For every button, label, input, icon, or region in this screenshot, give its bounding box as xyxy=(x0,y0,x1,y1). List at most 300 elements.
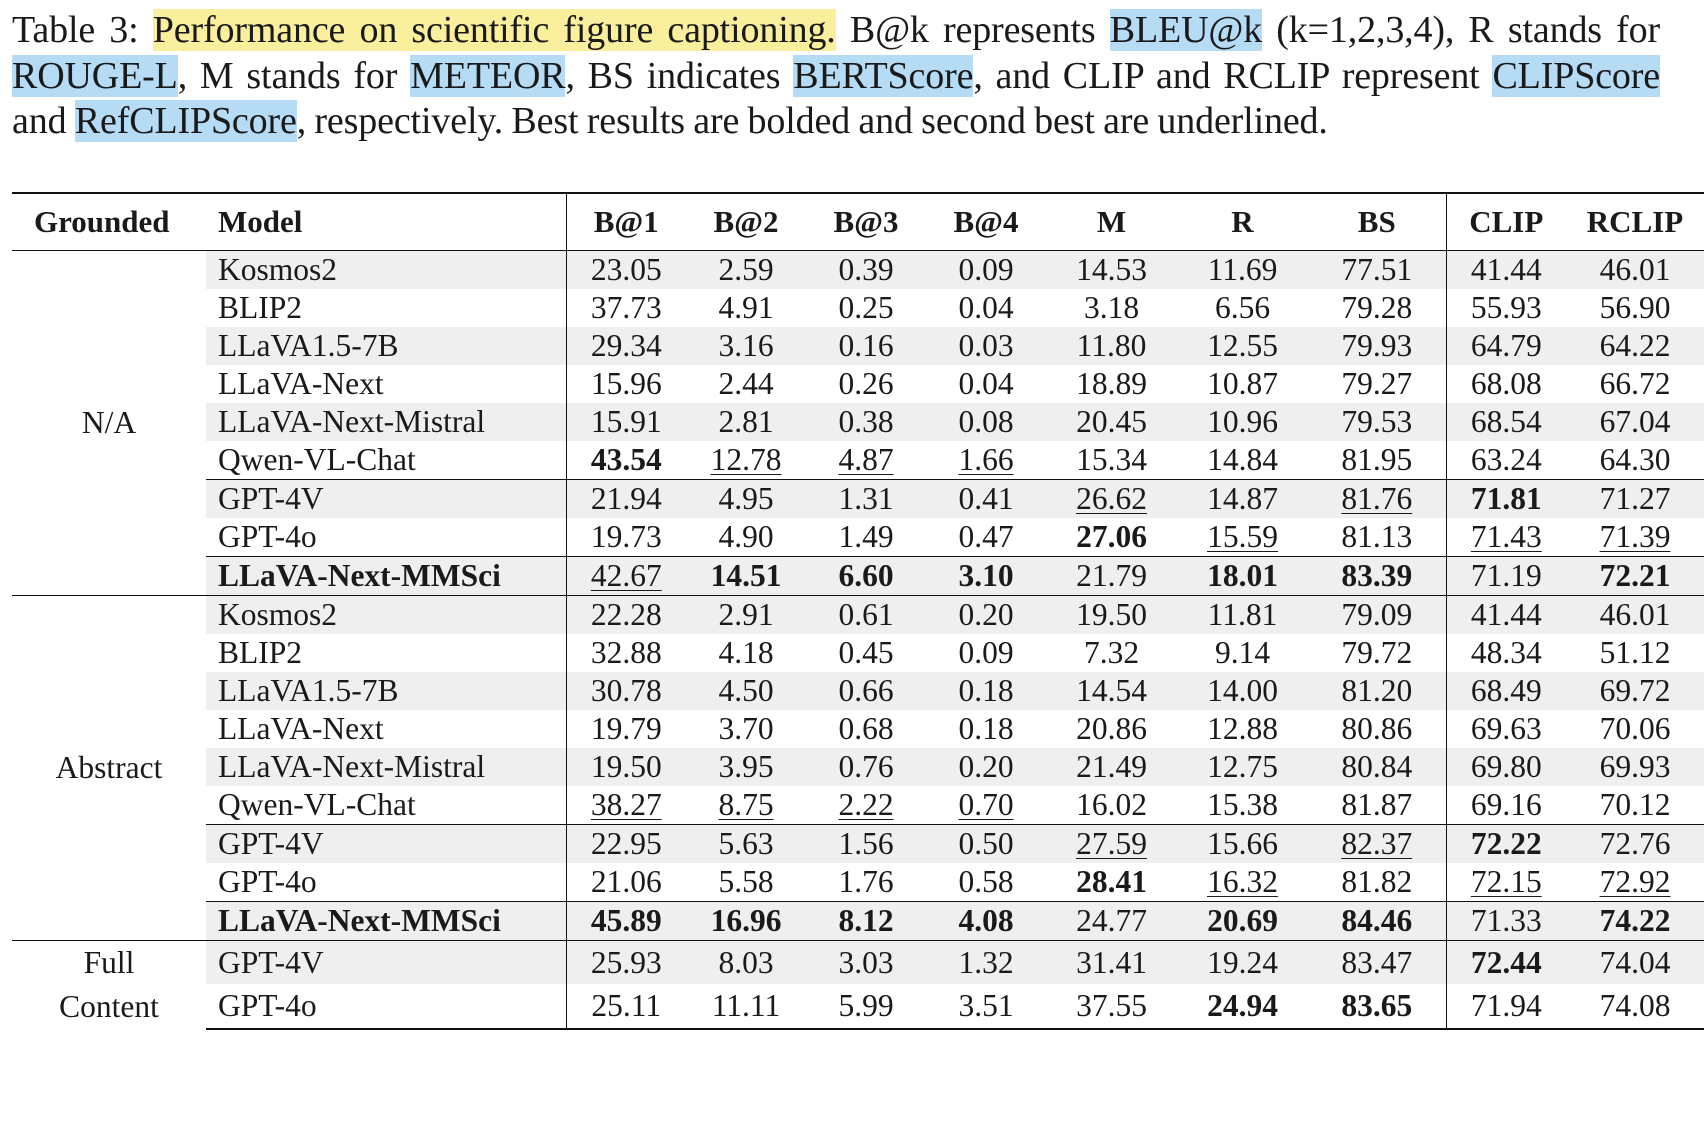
score-cell-b3 xyxy=(806,863,926,902)
caption-text: , respectively. Best results are bolded and second best are underlined. xyxy=(296,100,1328,142)
score-cell-b2 xyxy=(686,863,806,902)
score-value: 83.39 xyxy=(1341,558,1413,593)
score-cell-bs xyxy=(1308,941,1446,985)
score-value: 19.73 xyxy=(590,519,662,554)
score-value: 14.51 xyxy=(710,558,782,593)
score-cell-r xyxy=(1177,902,1308,941)
score-value: 1.32 xyxy=(958,944,1014,980)
score-cell-bs xyxy=(1308,557,1446,596)
score-value: 11.81 xyxy=(1207,597,1278,632)
model-name-cell xyxy=(206,634,566,672)
score-value: 0.20 xyxy=(958,597,1014,632)
score-cell-bs xyxy=(1308,596,1446,635)
score-cell-b1 xyxy=(566,480,686,519)
score-cell-r xyxy=(1177,441,1308,480)
model-name-cell xyxy=(206,441,566,480)
score-cell-m xyxy=(1046,825,1177,864)
score-value: 0.26 xyxy=(838,366,894,401)
model-name: LLaVA-Next-MMSci xyxy=(218,558,501,593)
score-value: 64.79 xyxy=(1470,328,1542,363)
score-cell-rclip xyxy=(1566,289,1704,327)
score-cell-r xyxy=(1177,634,1308,672)
model-name: BLIP2 xyxy=(218,635,303,670)
score-value: 27.06 xyxy=(1076,519,1147,554)
table-row xyxy=(12,786,1704,825)
model-name-cell xyxy=(206,863,566,902)
score-value: 80.86 xyxy=(1341,711,1413,746)
score-cell-r xyxy=(1177,748,1308,786)
score-value: 1.56 xyxy=(838,826,894,861)
score-cell-rclip xyxy=(1566,365,1704,403)
score-cell-b1 xyxy=(566,634,686,672)
score-value: 8.12 xyxy=(838,903,894,938)
score-value: 1.76 xyxy=(838,864,894,899)
score-value: 0.58 xyxy=(958,864,1014,899)
score-cell-rclip xyxy=(1566,825,1704,864)
score-value: 4.91 xyxy=(718,290,774,325)
score-value: 0.50 xyxy=(958,826,1014,861)
header-m: M xyxy=(1046,193,1177,251)
score-value: 27.59 xyxy=(1076,826,1147,861)
score-cell-clip xyxy=(1446,748,1566,786)
score-cell-rclip xyxy=(1566,786,1704,825)
model-name-cell xyxy=(206,984,566,1029)
score-value: 12.75 xyxy=(1207,749,1278,784)
score-cell-b2 xyxy=(686,941,806,985)
score-cell-m xyxy=(1046,902,1177,941)
score-cell-r xyxy=(1177,403,1308,441)
score-value: 0.70 xyxy=(958,787,1014,822)
score-value: 18.01 xyxy=(1207,558,1278,593)
score-cell-bs xyxy=(1308,403,1446,441)
model-name: Qwen-VL-Chat xyxy=(218,787,416,822)
score-cell-b4 xyxy=(926,480,1046,519)
score-value: 18.89 xyxy=(1076,366,1147,401)
term-refclipscore: RefCLIPScore xyxy=(74,100,297,142)
score-value: 4.50 xyxy=(718,673,774,708)
score-value: 72.44 xyxy=(1470,944,1542,980)
score-value: 0.39 xyxy=(838,252,894,287)
score-value: 21.49 xyxy=(1076,749,1147,784)
term-clipscore: CLIPScore xyxy=(1492,54,1660,97)
score-value: 72.15 xyxy=(1470,864,1542,899)
score-cell-b4 xyxy=(926,902,1046,941)
score-cell-b2 xyxy=(686,672,806,710)
model-name: GPT-4V xyxy=(218,826,324,861)
results-body xyxy=(12,251,1704,1030)
score-cell-b2 xyxy=(686,596,806,635)
score-value: 70.06 xyxy=(1599,711,1671,746)
score-cell-rclip xyxy=(1566,710,1704,748)
score-value: 8.75 xyxy=(718,787,774,822)
score-cell-m xyxy=(1046,518,1177,557)
score-value: 41.44 xyxy=(1470,597,1542,632)
score-cell-rclip xyxy=(1566,518,1704,557)
model-name-cell xyxy=(206,748,566,786)
model-name: LLaVA-Next xyxy=(218,366,384,401)
score-value: 0.09 xyxy=(958,252,1014,287)
score-cell-m xyxy=(1046,251,1177,290)
score-cell-clip xyxy=(1446,365,1566,403)
table-row xyxy=(12,941,1704,985)
score-value: 51.12 xyxy=(1599,635,1671,670)
score-cell-m xyxy=(1046,941,1177,985)
score-cell-b1 xyxy=(566,441,686,480)
score-value: 11.69 xyxy=(1207,252,1278,287)
score-value: 81.82 xyxy=(1341,864,1413,899)
score-value: 69.63 xyxy=(1470,711,1542,746)
score-cell-clip xyxy=(1446,863,1566,902)
score-cell-b4 xyxy=(926,365,1046,403)
score-value: 26.62 xyxy=(1076,481,1147,516)
score-cell-clip xyxy=(1446,480,1566,519)
score-value: 56.90 xyxy=(1599,290,1671,325)
model-name: LLaVA-Next-MMSci xyxy=(218,903,501,938)
model-name-cell xyxy=(206,251,566,290)
score-cell-b1 xyxy=(566,596,686,635)
score-cell-b1 xyxy=(566,672,686,710)
caption-text: (k=1,2,3,4), R stands for xyxy=(1276,9,1660,51)
model-name-cell xyxy=(206,289,566,327)
score-value: 71.81 xyxy=(1470,481,1542,516)
score-value: 69.72 xyxy=(1599,673,1671,708)
score-value: 19.50 xyxy=(1076,597,1147,632)
score-value: 71.94 xyxy=(1470,988,1542,1024)
score-cell-bs xyxy=(1308,634,1446,672)
score-value: 81.76 xyxy=(1341,481,1413,516)
score-cell-r xyxy=(1177,327,1308,365)
score-value: 15.38 xyxy=(1207,787,1278,822)
model-name-cell xyxy=(206,825,566,864)
score-cell-m xyxy=(1046,403,1177,441)
score-cell-r xyxy=(1177,557,1308,596)
score-cell-clip xyxy=(1446,825,1566,864)
table-row xyxy=(12,596,1704,635)
score-value: 72.76 xyxy=(1599,826,1671,861)
score-value: 0.04 xyxy=(958,290,1014,325)
score-value: 2.44 xyxy=(718,366,774,401)
model-name-cell xyxy=(206,557,566,596)
score-value: 79.27 xyxy=(1341,366,1413,401)
model-name-cell xyxy=(206,480,566,519)
model-name: Kosmos2 xyxy=(218,597,338,632)
score-value: 2.59 xyxy=(718,252,774,287)
grounded-text: Content xyxy=(59,989,159,1024)
score-cell-b2 xyxy=(686,825,806,864)
score-cell-m xyxy=(1046,710,1177,748)
term-bleu: BLEU@k xyxy=(1109,9,1263,51)
score-cell-b4 xyxy=(926,596,1046,635)
score-value: 15.66 xyxy=(1207,826,1278,861)
score-cell-b4 xyxy=(926,634,1046,672)
model-name: LLaVA-Next xyxy=(218,711,384,746)
score-value: 15.96 xyxy=(590,366,662,401)
header-b4: B@4 xyxy=(926,193,1046,251)
grounded-text: N/A xyxy=(81,405,137,440)
score-cell-bs xyxy=(1308,251,1446,290)
score-cell-r xyxy=(1177,289,1308,327)
table-row xyxy=(12,441,1704,480)
score-value: 69.16 xyxy=(1470,787,1542,822)
score-cell-m xyxy=(1046,557,1177,596)
term-meteor: METEOR xyxy=(410,54,566,97)
score-value: 5.99 xyxy=(838,988,894,1024)
header-b1: B@1 xyxy=(566,193,686,251)
score-value: 72.92 xyxy=(1599,864,1671,899)
score-cell-rclip xyxy=(1566,863,1704,902)
score-value: 2.91 xyxy=(718,597,774,632)
score-cell-b3 xyxy=(806,251,926,290)
header-b3: B@3 xyxy=(806,193,926,251)
table-row xyxy=(12,289,1704,327)
grounded-label xyxy=(12,251,206,596)
score-cell-b4 xyxy=(926,518,1046,557)
table-row xyxy=(12,634,1704,672)
score-value: 15.59 xyxy=(1207,519,1278,554)
score-value: 22.28 xyxy=(590,597,662,632)
grounded-label xyxy=(12,596,206,941)
score-value: 79.72 xyxy=(1341,635,1413,670)
score-cell-clip xyxy=(1446,327,1566,365)
score-cell-b1 xyxy=(566,327,686,365)
table-row xyxy=(12,710,1704,748)
score-value: 0.08 xyxy=(958,404,1014,439)
score-cell-b4 xyxy=(926,941,1046,985)
model-name-cell xyxy=(206,365,566,403)
score-cell-bs xyxy=(1308,441,1446,480)
score-cell-b1 xyxy=(566,289,686,327)
score-value: 0.25 xyxy=(838,290,894,325)
score-cell-b2 xyxy=(686,634,806,672)
score-value: 0.16 xyxy=(838,328,894,363)
score-value: 19.79 xyxy=(590,711,662,746)
table-row xyxy=(12,251,1704,290)
score-cell-b2 xyxy=(686,365,806,403)
score-value: 14.84 xyxy=(1207,442,1278,477)
score-value: 67.04 xyxy=(1599,404,1671,439)
table-row xyxy=(12,365,1704,403)
score-cell-m xyxy=(1046,748,1177,786)
score-cell-m xyxy=(1046,596,1177,635)
table-row xyxy=(12,480,1704,519)
score-value: 69.93 xyxy=(1599,749,1671,784)
caption-text: B@k represents xyxy=(849,9,1096,51)
score-value: 55.93 xyxy=(1470,290,1542,325)
score-cell-b4 xyxy=(926,289,1046,327)
score-value: 84.46 xyxy=(1341,903,1413,938)
score-value: 48.34 xyxy=(1470,635,1542,670)
score-value: 0.66 xyxy=(838,673,894,708)
score-cell-r xyxy=(1177,710,1308,748)
score-value: 0.09 xyxy=(958,635,1014,670)
score-cell-clip xyxy=(1446,441,1566,480)
score-value: 70.12 xyxy=(1599,787,1671,822)
score-cell-r xyxy=(1177,941,1308,985)
score-cell-b4 xyxy=(926,984,1046,1029)
score-value: 30.78 xyxy=(590,673,662,708)
score-value: 79.53 xyxy=(1341,404,1413,439)
score-cell-b3 xyxy=(806,480,926,519)
score-cell-b2 xyxy=(686,403,806,441)
model-name-cell xyxy=(206,941,566,985)
score-cell-bs xyxy=(1308,984,1446,1029)
model-name: LLaVA-Next-Mistral xyxy=(218,404,486,439)
score-value: 81.13 xyxy=(1341,519,1413,554)
score-cell-b1 xyxy=(566,557,686,596)
score-value: 22.95 xyxy=(590,826,662,861)
score-cell-rclip xyxy=(1566,441,1704,480)
caption-text: , and CLIP and RCLIP represent xyxy=(973,54,1480,97)
score-value: 4.08 xyxy=(958,903,1014,938)
score-value: 4.90 xyxy=(718,519,774,554)
header-r: R xyxy=(1177,193,1308,251)
score-value: 2.81 xyxy=(718,404,774,439)
header-bs: BS xyxy=(1308,193,1446,251)
score-cell-bs xyxy=(1308,825,1446,864)
score-value: 32.88 xyxy=(590,635,662,670)
score-value: 5.58 xyxy=(718,864,774,899)
score-cell-b3 xyxy=(806,596,926,635)
score-cell-b3 xyxy=(806,403,926,441)
score-value: 68.49 xyxy=(1470,673,1542,708)
score-value: 72.22 xyxy=(1470,826,1542,861)
score-cell-b2 xyxy=(686,786,806,825)
score-value: 0.61 xyxy=(838,597,894,632)
score-value: 21.94 xyxy=(590,481,662,516)
table-caption xyxy=(12,8,1660,145)
score-value: 12.55 xyxy=(1207,328,1278,363)
score-cell-b3 xyxy=(806,984,926,1029)
score-value: 14.54 xyxy=(1076,673,1147,708)
score-value: 3.51 xyxy=(958,988,1014,1024)
score-value: 38.27 xyxy=(590,787,662,822)
score-value: 71.43 xyxy=(1470,519,1542,554)
score-value: 11.11 xyxy=(711,988,781,1024)
score-value: 4.95 xyxy=(718,481,774,516)
score-value: 4.18 xyxy=(718,635,774,670)
score-value: 66.72 xyxy=(1599,366,1671,401)
score-value: 71.27 xyxy=(1599,481,1671,516)
score-value: 63.24 xyxy=(1470,442,1542,477)
score-cell-b4 xyxy=(926,825,1046,864)
model-name: BLIP2 xyxy=(218,290,303,325)
table-row xyxy=(12,902,1704,941)
term-bertscore: BERTScore xyxy=(793,54,974,97)
score-cell-b3 xyxy=(806,441,926,480)
score-cell-r xyxy=(1177,863,1308,902)
score-value: 83.65 xyxy=(1341,988,1413,1024)
score-value: 19.24 xyxy=(1207,944,1278,980)
score-cell-clip xyxy=(1446,251,1566,290)
score-cell-r xyxy=(1177,518,1308,557)
score-cell-b3 xyxy=(806,518,926,557)
score-cell-m xyxy=(1046,634,1177,672)
score-cell-b3 xyxy=(806,902,926,941)
model-name: GPT-4o xyxy=(218,988,317,1024)
score-value: 71.39 xyxy=(1599,519,1671,554)
score-value: 16.32 xyxy=(1207,864,1278,899)
score-cell-b3 xyxy=(806,634,926,672)
score-cell-b1 xyxy=(566,365,686,403)
score-cell-rclip xyxy=(1566,672,1704,710)
score-value: 19.50 xyxy=(590,749,662,784)
score-value: 25.11 xyxy=(591,988,662,1024)
score-cell-clip xyxy=(1446,710,1566,748)
score-cell-b1 xyxy=(566,825,686,864)
model-name: GPT-4o xyxy=(218,519,317,554)
score-cell-r xyxy=(1177,672,1308,710)
score-value: 80.84 xyxy=(1341,749,1413,784)
score-value: 42.67 xyxy=(590,558,662,593)
score-value: 79.28 xyxy=(1341,290,1413,325)
score-value: 74.22 xyxy=(1599,903,1671,938)
score-cell-b4 xyxy=(926,748,1046,786)
score-value: 15.34 xyxy=(1076,442,1147,477)
score-cell-b1 xyxy=(566,748,686,786)
score-cell-b2 xyxy=(686,327,806,365)
score-value: 20.69 xyxy=(1207,903,1278,938)
score-cell-b1 xyxy=(566,518,686,557)
score-value: 1.49 xyxy=(838,519,894,554)
model-name-cell xyxy=(206,596,566,635)
score-value: 29.34 xyxy=(590,328,662,363)
score-value: 3.18 xyxy=(1083,290,1140,325)
score-cell-clip xyxy=(1446,289,1566,327)
score-cell-b4 xyxy=(926,403,1046,441)
score-cell-b4 xyxy=(926,672,1046,710)
score-value: 0.68 xyxy=(838,711,894,746)
score-value: 0.04 xyxy=(958,366,1014,401)
model-name-cell xyxy=(206,327,566,365)
score-value: 72.21 xyxy=(1599,558,1671,593)
score-cell-rclip xyxy=(1566,557,1704,596)
score-cell-bs xyxy=(1308,863,1446,902)
score-value: 14.87 xyxy=(1207,481,1278,516)
score-value: 20.45 xyxy=(1076,404,1147,439)
score-cell-b1 xyxy=(566,902,686,941)
score-cell-bs xyxy=(1308,327,1446,365)
score-cell-b3 xyxy=(806,825,926,864)
score-cell-rclip xyxy=(1566,634,1704,672)
score-cell-r xyxy=(1177,365,1308,403)
model-name: Qwen-VL-Chat xyxy=(218,442,416,477)
table-row xyxy=(12,672,1704,710)
score-value: 74.08 xyxy=(1599,988,1671,1024)
header-row xyxy=(12,193,1704,251)
score-cell-b3 xyxy=(806,289,926,327)
score-cell-clip xyxy=(1446,786,1566,825)
model-name: GPT-4o xyxy=(218,864,317,899)
table-row xyxy=(12,327,1704,365)
score-value: 3.95 xyxy=(718,749,774,784)
score-cell-r xyxy=(1177,984,1308,1029)
score-cell-b4 xyxy=(926,327,1046,365)
score-cell-m xyxy=(1046,863,1177,902)
grounded-text: Abstract xyxy=(55,750,163,785)
term-rouge: ROUGE-L xyxy=(12,54,178,97)
score-cell-rclip xyxy=(1566,941,1704,985)
score-cell-b1 xyxy=(566,403,686,441)
score-cell-rclip xyxy=(1566,984,1704,1029)
score-cell-rclip xyxy=(1566,327,1704,365)
score-value: 64.22 xyxy=(1599,328,1671,363)
score-cell-r xyxy=(1177,786,1308,825)
score-cell-clip xyxy=(1446,557,1566,596)
score-cell-rclip xyxy=(1566,596,1704,635)
grounded-text: Full xyxy=(83,945,135,980)
score-cell-b4 xyxy=(926,710,1046,748)
score-cell-bs xyxy=(1308,518,1446,557)
